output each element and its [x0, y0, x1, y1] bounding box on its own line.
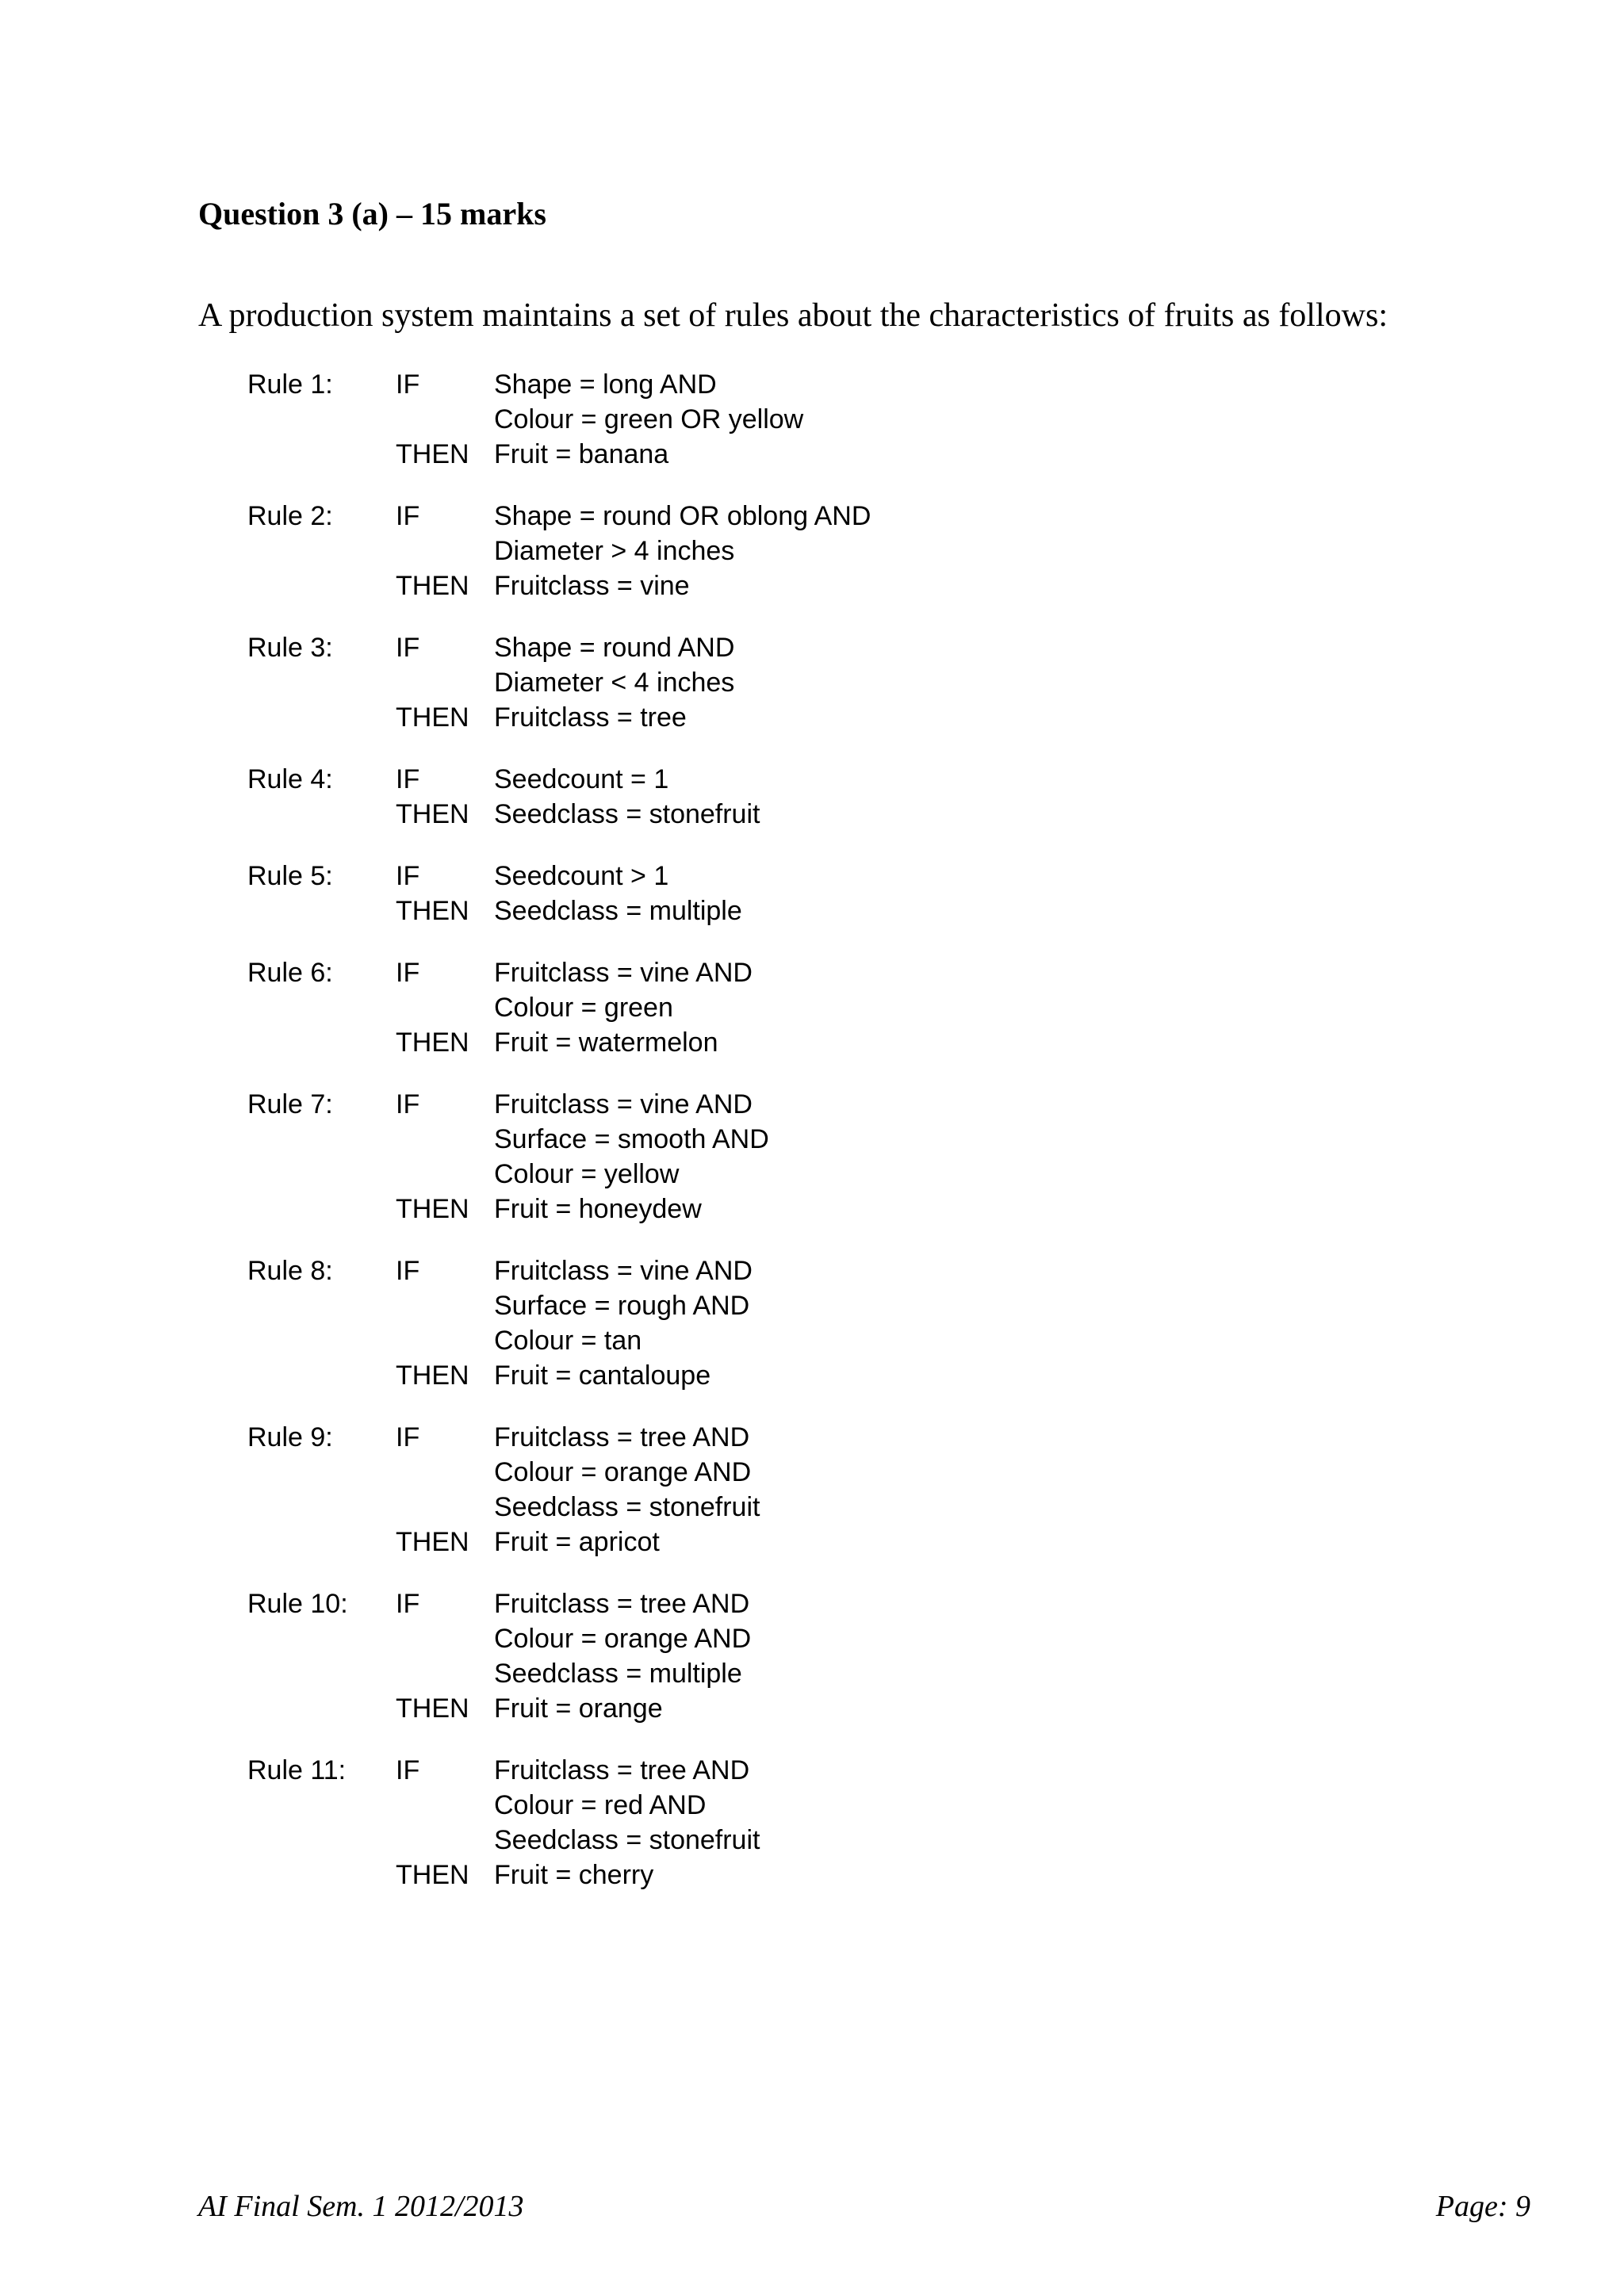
rule-clause: Colour = tan: [494, 1326, 642, 1356]
rule-line: [247, 1253, 871, 1288]
rule-label: [247, 568, 396, 603]
rule-clause: Shape = round AND: [494, 633, 735, 663]
rule-keyword: IF: [396, 861, 420, 891]
rule-keyword: [396, 1323, 494, 1358]
rule-keyword: THEN: [396, 1693, 469, 1724]
rule-block: [247, 1420, 871, 1559]
rule-line: [247, 1122, 871, 1157]
rule-label: [247, 437, 396, 472]
rule-clause: Fruit = honeydew: [494, 1194, 702, 1224]
rule-line: [247, 859, 871, 894]
rule-block: [247, 955, 871, 1060]
rule-label: [247, 665, 396, 700]
rule-keyword: IF: [396, 1256, 420, 1286]
rule-label: [247, 1122, 396, 1157]
rule-clause: Fruitclass = tree AND: [494, 1589, 750, 1619]
rule-clause: Fruit = orange: [494, 1693, 663, 1724]
footer-course: AI Final Sem. 1 2012/2013: [198, 2190, 524, 2223]
rule-keyword: THEN: [396, 439, 469, 469]
rule-clause: Seedclass = stonefruit: [494, 799, 760, 829]
rule-label: [247, 1691, 396, 1726]
rule-block: [247, 762, 871, 832]
rule-label: Rule 2:: [247, 501, 333, 531]
rule-keyword: IF: [396, 1089, 420, 1119]
rule-clause: Fruitclass = tree: [494, 702, 687, 733]
rule-line: [247, 1753, 871, 1788]
rule-keyword: THEN: [396, 1194, 469, 1224]
rule-block: [247, 1586, 871, 1726]
question-intro: A production system maintains a set of rules about the characteristics of fruits as follows:: [198, 297, 1388, 334]
rule-line: [247, 1858, 871, 1892]
rule-label: [247, 1823, 396, 1858]
rule-label: [247, 1455, 396, 1490]
rule-clause: Seedcount > 1: [494, 861, 669, 891]
rule-block: [247, 1087, 871, 1226]
rule-keyword: THEN: [396, 1860, 469, 1890]
rule-clause: Colour = green OR yellow: [494, 404, 804, 434]
rule-label: Rule 7:: [247, 1089, 333, 1119]
rule-label: Rule 1:: [247, 369, 333, 400]
rule-clause: Diameter < 4 inches: [494, 668, 735, 698]
rule-keyword: THEN: [396, 571, 469, 601]
question-heading: Question 3 (a) – 15 marks: [198, 196, 546, 232]
rule-keyword: IF: [396, 958, 420, 988]
rule-line: [247, 499, 871, 534]
rule-keyword: IF: [396, 369, 420, 400]
rule-clause: Fruitclass = vine: [494, 571, 690, 601]
rule-line: [247, 1656, 871, 1691]
rule-keyword: THEN: [396, 1360, 469, 1391]
rule-keyword: [396, 534, 494, 568]
rule-keyword: THEN: [396, 1027, 469, 1058]
rule-clause: Colour = red AND: [494, 1790, 707, 1820]
rule-block: [247, 630, 871, 735]
rule-label: [247, 1788, 396, 1823]
rule-line: [247, 1525, 871, 1559]
rule-clause: Shape = round OR oblong AND: [494, 501, 871, 531]
rule-keyword: [396, 1122, 494, 1157]
rule-label: [247, 894, 396, 928]
rule-clause: Fruit = cantaloupe: [494, 1360, 711, 1391]
rule-keyword: IF: [396, 501, 420, 531]
rule-clause: Fruitclass = vine AND: [494, 1256, 753, 1286]
rule-line: [247, 437, 871, 472]
rule-line: [247, 1455, 871, 1490]
rule-keyword: [396, 1157, 494, 1192]
rule-label: [247, 1288, 396, 1323]
rule-label: Rule 9:: [247, 1422, 333, 1452]
rule-line: [247, 797, 871, 832]
rule-line: [247, 534, 871, 568]
rule-clause: Fruitclass = tree AND: [494, 1422, 750, 1452]
rule-line: [247, 665, 871, 700]
rule-clause: Shape = long AND: [494, 369, 717, 400]
rule-label: [247, 1157, 396, 1192]
rule-clause: Colour = yellow: [494, 1159, 680, 1189]
rule-label: [247, 1621, 396, 1656]
rule-keyword: IF: [396, 633, 420, 663]
rule-line: [247, 1621, 871, 1656]
rule-clause: Fruitclass = vine AND: [494, 958, 753, 988]
rule-clause: Colour = green: [494, 993, 673, 1023]
rule-keyword: [396, 1656, 494, 1691]
rule-clause: Fruit = cherry: [494, 1860, 654, 1890]
rule-keyword: [396, 1288, 494, 1323]
rule-label: [247, 534, 396, 568]
rule-line: [247, 1420, 871, 1455]
rule-clause: Fruit = apricot: [494, 1527, 660, 1557]
rule-keyword: [396, 990, 494, 1025]
rule-block: [247, 499, 871, 603]
rule-block: [247, 367, 871, 472]
rule-keyword: [396, 402, 494, 437]
rule-line: [247, 955, 871, 990]
rule-keyword: THEN: [396, 799, 469, 829]
rule-line: [247, 1823, 871, 1858]
rule-label: [247, 990, 396, 1025]
rule-clause: Seedclass = stonefruit: [494, 1825, 760, 1855]
rule-label: [247, 1858, 396, 1892]
rule-line: [247, 1157, 871, 1192]
rule-label: [247, 797, 396, 832]
rule-line: [247, 1025, 871, 1060]
rule-label: Rule 5:: [247, 861, 333, 891]
rule-keyword: [396, 665, 494, 700]
footer-page-number: Page: 9: [1435, 2190, 1530, 2223]
rule-keyword: IF: [396, 1755, 420, 1785]
rule-keyword: IF: [396, 1422, 420, 1452]
rule-keyword: [396, 1490, 494, 1525]
rule-label: [247, 402, 396, 437]
rule-line: [247, 1087, 871, 1122]
rule-line: [247, 1323, 871, 1358]
rule-clause: Seedclass = multiple: [494, 1659, 742, 1689]
rule-label: Rule 11:: [247, 1755, 347, 1785]
rule-line: [247, 1691, 871, 1726]
rule-clause: Fruit = banana: [494, 439, 669, 469]
rule-line: [247, 402, 871, 437]
rule-label: Rule 4:: [247, 764, 333, 794]
rule-clause: Seedclass = multiple: [494, 896, 742, 926]
rule-label: [247, 1192, 396, 1226]
rule-clause: Fruitclass = vine AND: [494, 1089, 753, 1119]
rule-label: Rule 3:: [247, 633, 333, 663]
rule-line: [247, 568, 871, 603]
rule-line: [247, 1788, 871, 1823]
rule-block: [247, 1253, 871, 1393]
rule-block: [247, 1753, 871, 1892]
rule-line: [247, 1490, 871, 1525]
rule-label: Rule 6:: [247, 958, 333, 988]
rule-line: [247, 700, 871, 735]
rule-clause: Surface = smooth AND: [494, 1124, 769, 1154]
rule-keyword: [396, 1823, 494, 1858]
rule-line: [247, 1192, 871, 1226]
rule-line: [247, 630, 871, 665]
rule-clause: Seedcount = 1: [494, 764, 669, 794]
rule-label: [247, 1656, 396, 1691]
rule-line: [247, 990, 871, 1025]
rule-keyword: [396, 1621, 494, 1656]
rule-keyword: THEN: [396, 896, 469, 926]
rule-clause: Colour = orange AND: [494, 1457, 752, 1487]
rule-clause: Fruitclass = tree AND: [494, 1755, 750, 1785]
rule-line: [247, 894, 871, 928]
rule-clause: Surface = rough AND: [494, 1291, 750, 1321]
rule-clause: Seedclass = stonefruit: [494, 1492, 760, 1522]
rule-line: [247, 1586, 871, 1621]
rule-keyword: THEN: [396, 702, 469, 733]
rule-keyword: IF: [396, 1589, 420, 1619]
rule-label: [247, 1490, 396, 1525]
rule-clause: Colour = orange AND: [494, 1624, 752, 1654]
rule-label: [247, 1323, 396, 1358]
rule-line: [247, 1358, 871, 1393]
rule-keyword: [396, 1455, 494, 1490]
rules-list: [247, 367, 871, 1919]
rule-block: [247, 859, 871, 928]
rule-label: [247, 1025, 396, 1060]
rule-keyword: [396, 1788, 494, 1823]
rule-line: [247, 367, 871, 402]
rule-clause: Fruit = watermelon: [494, 1027, 718, 1058]
rule-label: Rule 8:: [247, 1256, 333, 1286]
rule-keyword: THEN: [396, 1527, 469, 1557]
rule-line: [247, 1288, 871, 1323]
rule-label: [247, 1358, 396, 1393]
rule-line: [247, 762, 871, 797]
rule-keyword: IF: [396, 764, 420, 794]
rule-label: [247, 1525, 396, 1559]
rule-label: [247, 700, 396, 735]
rule-clause: Diameter > 4 inches: [494, 536, 735, 566]
rule-label: Rule 10:: [247, 1589, 348, 1619]
